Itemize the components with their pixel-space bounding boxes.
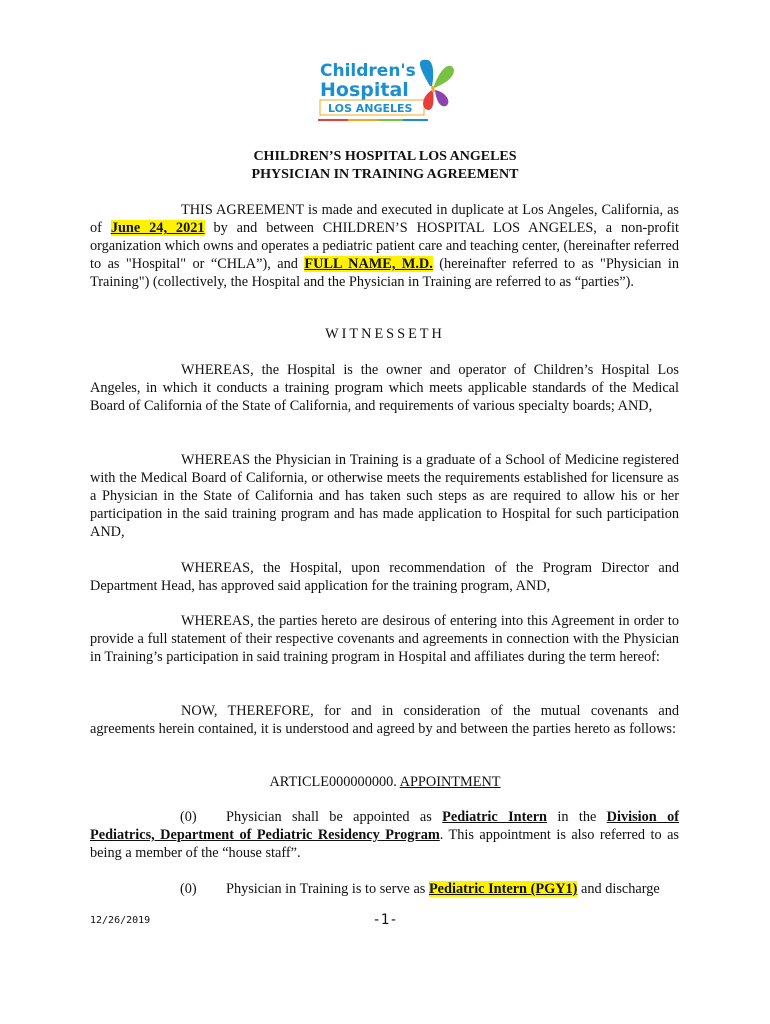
appointment-item-2 — [90, 880, 679, 898]
intro-text-1: THIS AGREEMENT is made and executed in duplicate at Los Angeles, California, as of — [90, 202, 679, 236]
item-1-text-1: Physician shall be appointed as — [226, 809, 443, 825]
logo-line1: Children's — [320, 61, 416, 81]
item-1-number: (0) — [180, 809, 197, 825]
footer-date: 12/26/2019 — [90, 915, 151, 926]
logo-line2: Hospital — [320, 79, 409, 101]
logo-graphic — [318, 56, 458, 122]
item-2-text-2: and discharge — [577, 881, 660, 897]
physician-name-field: FULL NAME, M.D. — [304, 256, 433, 272]
article-heading — [0, 773, 770, 791]
title-line-1: CHILDREN’S HOSPITAL LOS ANGELES — [253, 149, 517, 164]
item-1-text-3: . This appointment is also referred to as being a member of the “house staff”. — [90, 827, 679, 861]
butterfly-icon — [420, 60, 454, 110]
item-2-role-field: Pediatric Intern (PGY1) — [428, 881, 578, 897]
logo-line3: LOS ANGELES — [328, 102, 413, 115]
intro-text-2: by and between CHILDREN’S HOSPITAL LOS ANGELES, a non-profit organization which owns and operates a pediatric patient care and teaching center, (hereinafter referred to as "Hospital" or “CHLA”), and — [90, 220, 680, 272]
article-prefix: ARTICLE000000000. — [269, 774, 400, 790]
title-line-2: PHYSICIAN IN TRAINING AGREEMENT — [251, 167, 519, 182]
chla-logo — [318, 56, 458, 122]
item-2-text-1: Physician in Training is to serve as — [226, 881, 429, 897]
whereas-clause-2: WHEREAS the Physician in Training is a graduate of a School of Medicine registered with the Medical Board of California, or otherwise meets the requirements established for licensure as a Physician in the State of California and has taken such steps as are required to allow his or her participation in the said training program and has made application to Hospital for such participation AND, — [90, 452, 679, 540]
witnesseth-heading: WITNESSETH — [325, 326, 445, 342]
article-title: APPOINTMENT — [399, 774, 501, 790]
appointment-item-1 — [90, 808, 679, 862]
now-therefore-paragraph: NOW, THEREFORE, for and in consideration of the mutual covenants and agreements herein contained, it is understood and agreed by and between the parties hereto as follows: — [90, 703, 679, 737]
item-1-division: Division of Pediatrics, Department of Pediatric Residency Program — [90, 809, 679, 843]
item-2-number: (0) — [180, 881, 197, 897]
item-1-role: Pediatric Intern — [442, 809, 548, 825]
item-1-text-2: in the — [547, 809, 607, 825]
whereas-clause-4: WHEREAS, the parties hereto are desirous of entering into this Agreement in order to provide a full statement of their respective covenants and agreements in connection with the Physician in Training’s participation in said training program in Hospital and affiliates during the term hereof: — [90, 613, 679, 665]
intro-paragraph — [90, 201, 679, 291]
whereas-clause-1: WHEREAS, the Hospital is the owner and operator of Children’s Hospital Los Angeles, in which it conducts a training program which meets applicable standards of the Medical Board of California of the State of California, and requirements of various specialty boards; AND, — [90, 362, 679, 414]
agreement-date-field: June 24, 2021 — [110, 220, 205, 236]
intro-text-3: (hereinafter referred to as "Physician in Training") (collectively, the Hospital and the Physician in Training are referred to as “parties”). — [90, 256, 679, 290]
page-number: -1- — [372, 912, 398, 928]
whereas-clause-3: WHEREAS, the Hospital, upon recommendation of the Program Director and Department Head, has approved said application for the training program, AND, — [90, 560, 679, 594]
